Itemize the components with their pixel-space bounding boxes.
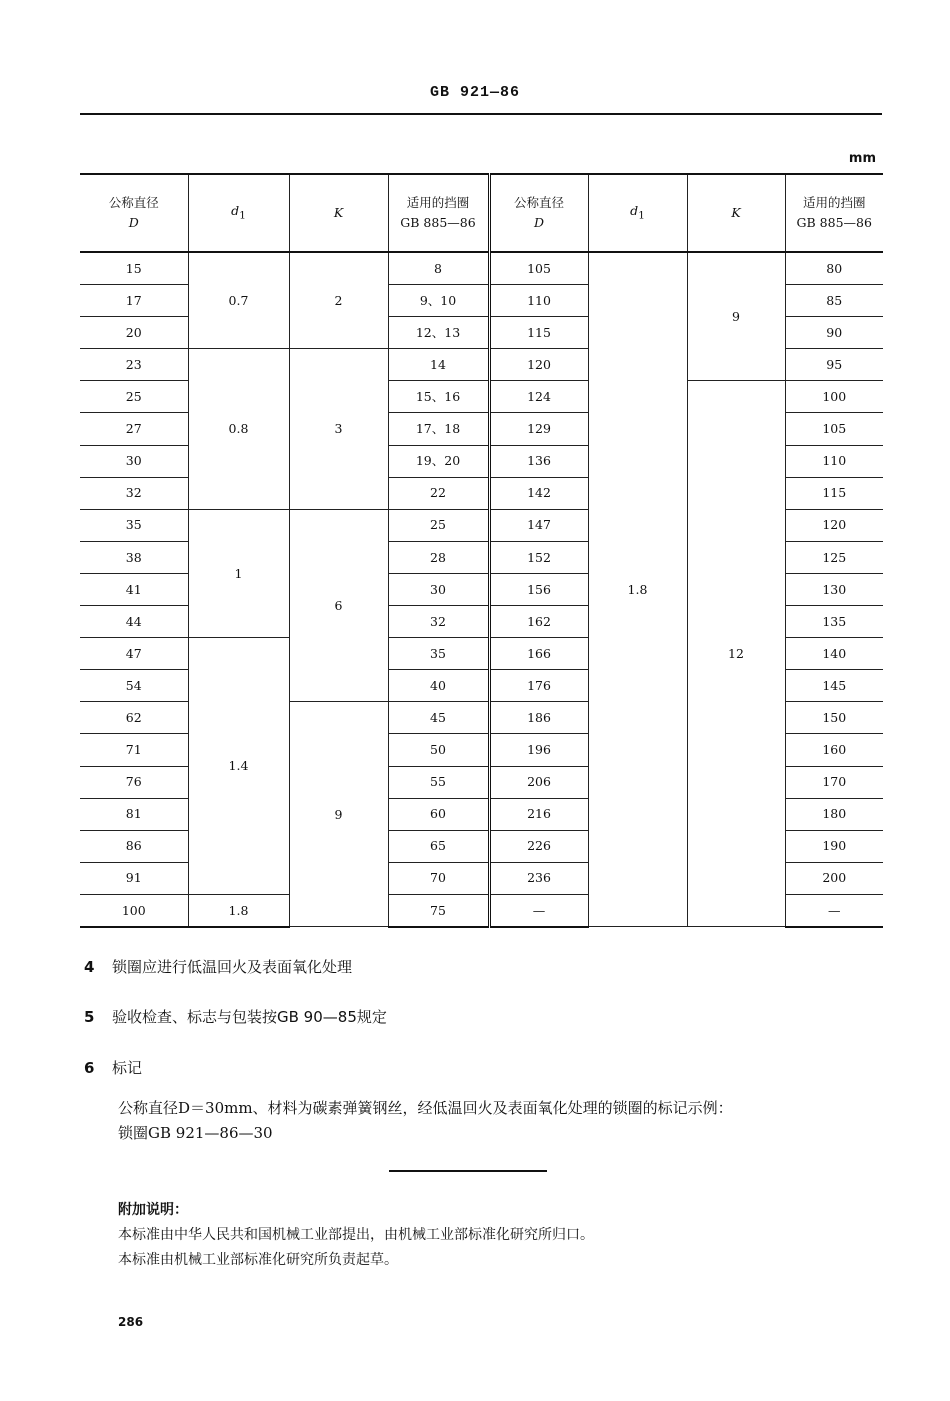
cell-nominal-diameter-right: — bbox=[489, 894, 588, 927]
unit-label: mm bbox=[848, 151, 876, 166]
cell-retaining-ring: 65 bbox=[388, 830, 489, 862]
cell-nominal-diameter-right: 115 bbox=[489, 317, 588, 349]
cell-retaining-ring: 28 bbox=[388, 541, 489, 573]
cell-retaining-ring: 22 bbox=[388, 477, 489, 509]
cell-retaining-ring-right: 105 bbox=[785, 413, 883, 445]
cell-nominal-diameter: 25 bbox=[80, 381, 188, 413]
cell-d1-right: 1.8 bbox=[588, 252, 687, 927]
col-header-ring-right: 适用的挡圈 GB 885—86 bbox=[785, 174, 883, 252]
cell-nominal-diameter: 30 bbox=[80, 445, 188, 477]
marking-example-code: 锁圈GB 921—86—30 bbox=[118, 1124, 273, 1142]
cell-retaining-ring-right: 125 bbox=[785, 541, 883, 573]
cell-retaining-ring-right: 100 bbox=[785, 381, 883, 413]
cell-retaining-ring-right: 80 bbox=[785, 252, 883, 285]
cell-nominal-diameter: 81 bbox=[80, 798, 188, 830]
cell-retaining-ring: 25 bbox=[388, 509, 489, 541]
additional-notes-title: 附加说明： bbox=[118, 1202, 188, 1218]
cell-nominal-diameter: 71 bbox=[80, 734, 188, 766]
cell-retaining-ring-right: 160 bbox=[785, 734, 883, 766]
cell-nominal-diameter-right: 196 bbox=[489, 734, 588, 766]
cell-k-right: 9 bbox=[687, 252, 785, 381]
section-4: 4 锁圈应进行低温回火及表面氧化处理 bbox=[84, 958, 353, 976]
cell-nominal-diameter-right: 129 bbox=[489, 413, 588, 445]
cell-retaining-ring: 50 bbox=[388, 734, 489, 766]
additional-note-1: 本标准由中华人民共和国机械工业部提出，由机械工业部标准化研究所归口。 bbox=[118, 1227, 594, 1243]
cell-k: 6 bbox=[289, 509, 388, 702]
col-header-k: K bbox=[289, 174, 388, 252]
cell-nominal-diameter: 62 bbox=[80, 702, 188, 734]
cell-nominal-diameter-right: 206 bbox=[489, 766, 588, 798]
cell-d1: 1 bbox=[188, 509, 289, 637]
cell-retaining-ring: 14 bbox=[388, 349, 489, 381]
cell-retaining-ring: 9、10 bbox=[388, 285, 489, 317]
cell-nominal-diameter-right: 166 bbox=[489, 638, 588, 670]
cell-nominal-diameter: 23 bbox=[80, 349, 188, 381]
additional-note-2: 本标准由机械工业部标准化研究所负责起草。 bbox=[118, 1252, 398, 1268]
table-row bbox=[80, 252, 883, 285]
cell-d1: 1.4 bbox=[188, 638, 289, 895]
cell-k: 2 bbox=[289, 252, 388, 349]
col-header-d1: $d_1$ bbox=[188, 174, 289, 252]
cell-nominal-diameter: 86 bbox=[80, 830, 188, 862]
cell-nominal-diameter-right: 110 bbox=[489, 285, 588, 317]
cell-retaining-ring-right: 135 bbox=[785, 606, 883, 638]
cell-retaining-ring: 35 bbox=[388, 638, 489, 670]
cell-nominal-diameter-right: 152 bbox=[489, 541, 588, 573]
cell-retaining-ring: 8 bbox=[388, 252, 489, 285]
marking-example-text: 公称直径D＝30mm、材料为碳素弹簧钢丝，经低温回火及表面氧化处理的锁圈的标记示例： bbox=[118, 1099, 733, 1117]
cell-retaining-ring-right: 145 bbox=[785, 670, 883, 702]
cell-nominal-diameter-right: 124 bbox=[489, 381, 588, 413]
cell-nominal-diameter: 20 bbox=[80, 317, 188, 349]
section-5: 5 验收检查、标志与包装按GB 90—85规定 bbox=[84, 1008, 387, 1026]
cell-nominal-diameter: 44 bbox=[80, 606, 188, 638]
cell-nominal-diameter-right: 120 bbox=[489, 349, 588, 381]
cell-nominal-diameter: 54 bbox=[80, 670, 188, 702]
cell-retaining-ring: 75 bbox=[388, 894, 489, 927]
cell-nominal-diameter-right: 216 bbox=[489, 798, 588, 830]
col-header-d: 公称直径 D bbox=[80, 174, 188, 252]
cell-nominal-diameter: 27 bbox=[80, 413, 188, 445]
cell-retaining-ring-right: 120 bbox=[785, 509, 883, 541]
cell-retaining-ring-right: 95 bbox=[785, 349, 883, 381]
cell-retaining-ring-right: 170 bbox=[785, 766, 883, 798]
col-header-d-right: 公称直径 D bbox=[489, 174, 588, 252]
cell-retaining-ring-right: 85 bbox=[785, 285, 883, 317]
cell-nominal-diameter-right: 105 bbox=[489, 252, 588, 285]
cell-k-right: 12 bbox=[687, 381, 785, 927]
cell-nominal-diameter: 47 bbox=[80, 638, 188, 670]
cell-retaining-ring-right: — bbox=[785, 894, 883, 927]
cell-retaining-ring-right: 150 bbox=[785, 702, 883, 734]
page-number: 286 bbox=[118, 1315, 144, 1329]
cell-retaining-ring-right: 90 bbox=[785, 317, 883, 349]
col-header-d1-right: $d_1$ bbox=[588, 174, 687, 252]
cell-retaining-ring-right: 140 bbox=[785, 638, 883, 670]
cell-nominal-diameter: 35 bbox=[80, 509, 188, 541]
dimension-table bbox=[80, 173, 883, 928]
cell-nominal-diameter-right: 176 bbox=[489, 670, 588, 702]
cell-k: 9 bbox=[289, 702, 388, 927]
cell-nominal-diameter: 17 bbox=[80, 285, 188, 317]
cell-nominal-diameter: 76 bbox=[80, 766, 188, 798]
cell-retaining-ring-right: 190 bbox=[785, 830, 883, 862]
page-header-title: GB 921—86 bbox=[429, 84, 520, 101]
cell-nominal-diameter-right: 236 bbox=[489, 862, 588, 894]
cell-k: 3 bbox=[289, 349, 388, 509]
cell-retaining-ring: 30 bbox=[388, 573, 489, 605]
cell-retaining-ring: 70 bbox=[388, 862, 489, 894]
cell-nominal-diameter: 38 bbox=[80, 541, 188, 573]
cell-d1: 0.7 bbox=[188, 252, 289, 349]
cell-retaining-ring: 60 bbox=[388, 798, 489, 830]
cell-nominal-diameter: 41 bbox=[80, 573, 188, 605]
cell-retaining-ring: 32 bbox=[388, 606, 489, 638]
cell-nominal-diameter-right: 186 bbox=[489, 702, 588, 734]
col-header-k-right: K bbox=[687, 174, 785, 252]
cell-retaining-ring: 55 bbox=[388, 766, 489, 798]
cell-retaining-ring-right: 115 bbox=[785, 477, 883, 509]
section-6: 6 标记 bbox=[84, 1059, 143, 1077]
cell-retaining-ring: 45 bbox=[388, 702, 489, 734]
cell-nominal-diameter-right: 147 bbox=[489, 509, 588, 541]
cell-nominal-diameter: 15 bbox=[80, 252, 188, 285]
cell-nominal-diameter: 32 bbox=[80, 477, 188, 509]
cell-nominal-diameter-right: 136 bbox=[489, 445, 588, 477]
cell-retaining-ring-right: 110 bbox=[785, 445, 883, 477]
cell-d1: 0.8 bbox=[188, 349, 289, 509]
cell-nominal-diameter-right: 226 bbox=[489, 830, 588, 862]
cell-nominal-diameter: 91 bbox=[80, 862, 188, 894]
cell-retaining-ring-right: 200 bbox=[785, 862, 883, 894]
cell-retaining-ring: 17、18 bbox=[388, 413, 489, 445]
cell-nominal-diameter-right: 162 bbox=[489, 606, 588, 638]
cell-nominal-diameter-right: 142 bbox=[489, 477, 588, 509]
cell-nominal-diameter: 100 bbox=[80, 894, 188, 927]
cell-d1: 1.8 bbox=[188, 894, 289, 927]
cell-retaining-ring-right: 130 bbox=[785, 573, 883, 605]
header-rule bbox=[80, 113, 882, 115]
col-header-ring: 适用的挡圈 GB 885—86 bbox=[388, 174, 489, 252]
cell-retaining-ring: 40 bbox=[388, 670, 489, 702]
cell-retaining-ring: 19、20 bbox=[388, 445, 489, 477]
cell-nominal-diameter-right: 156 bbox=[489, 573, 588, 605]
cell-retaining-ring-right: 180 bbox=[785, 798, 883, 830]
cell-retaining-ring: 15、16 bbox=[388, 381, 489, 413]
table-header-row bbox=[80, 174, 883, 252]
cell-retaining-ring: 12、13 bbox=[388, 317, 489, 349]
section-divider bbox=[389, 1170, 547, 1172]
